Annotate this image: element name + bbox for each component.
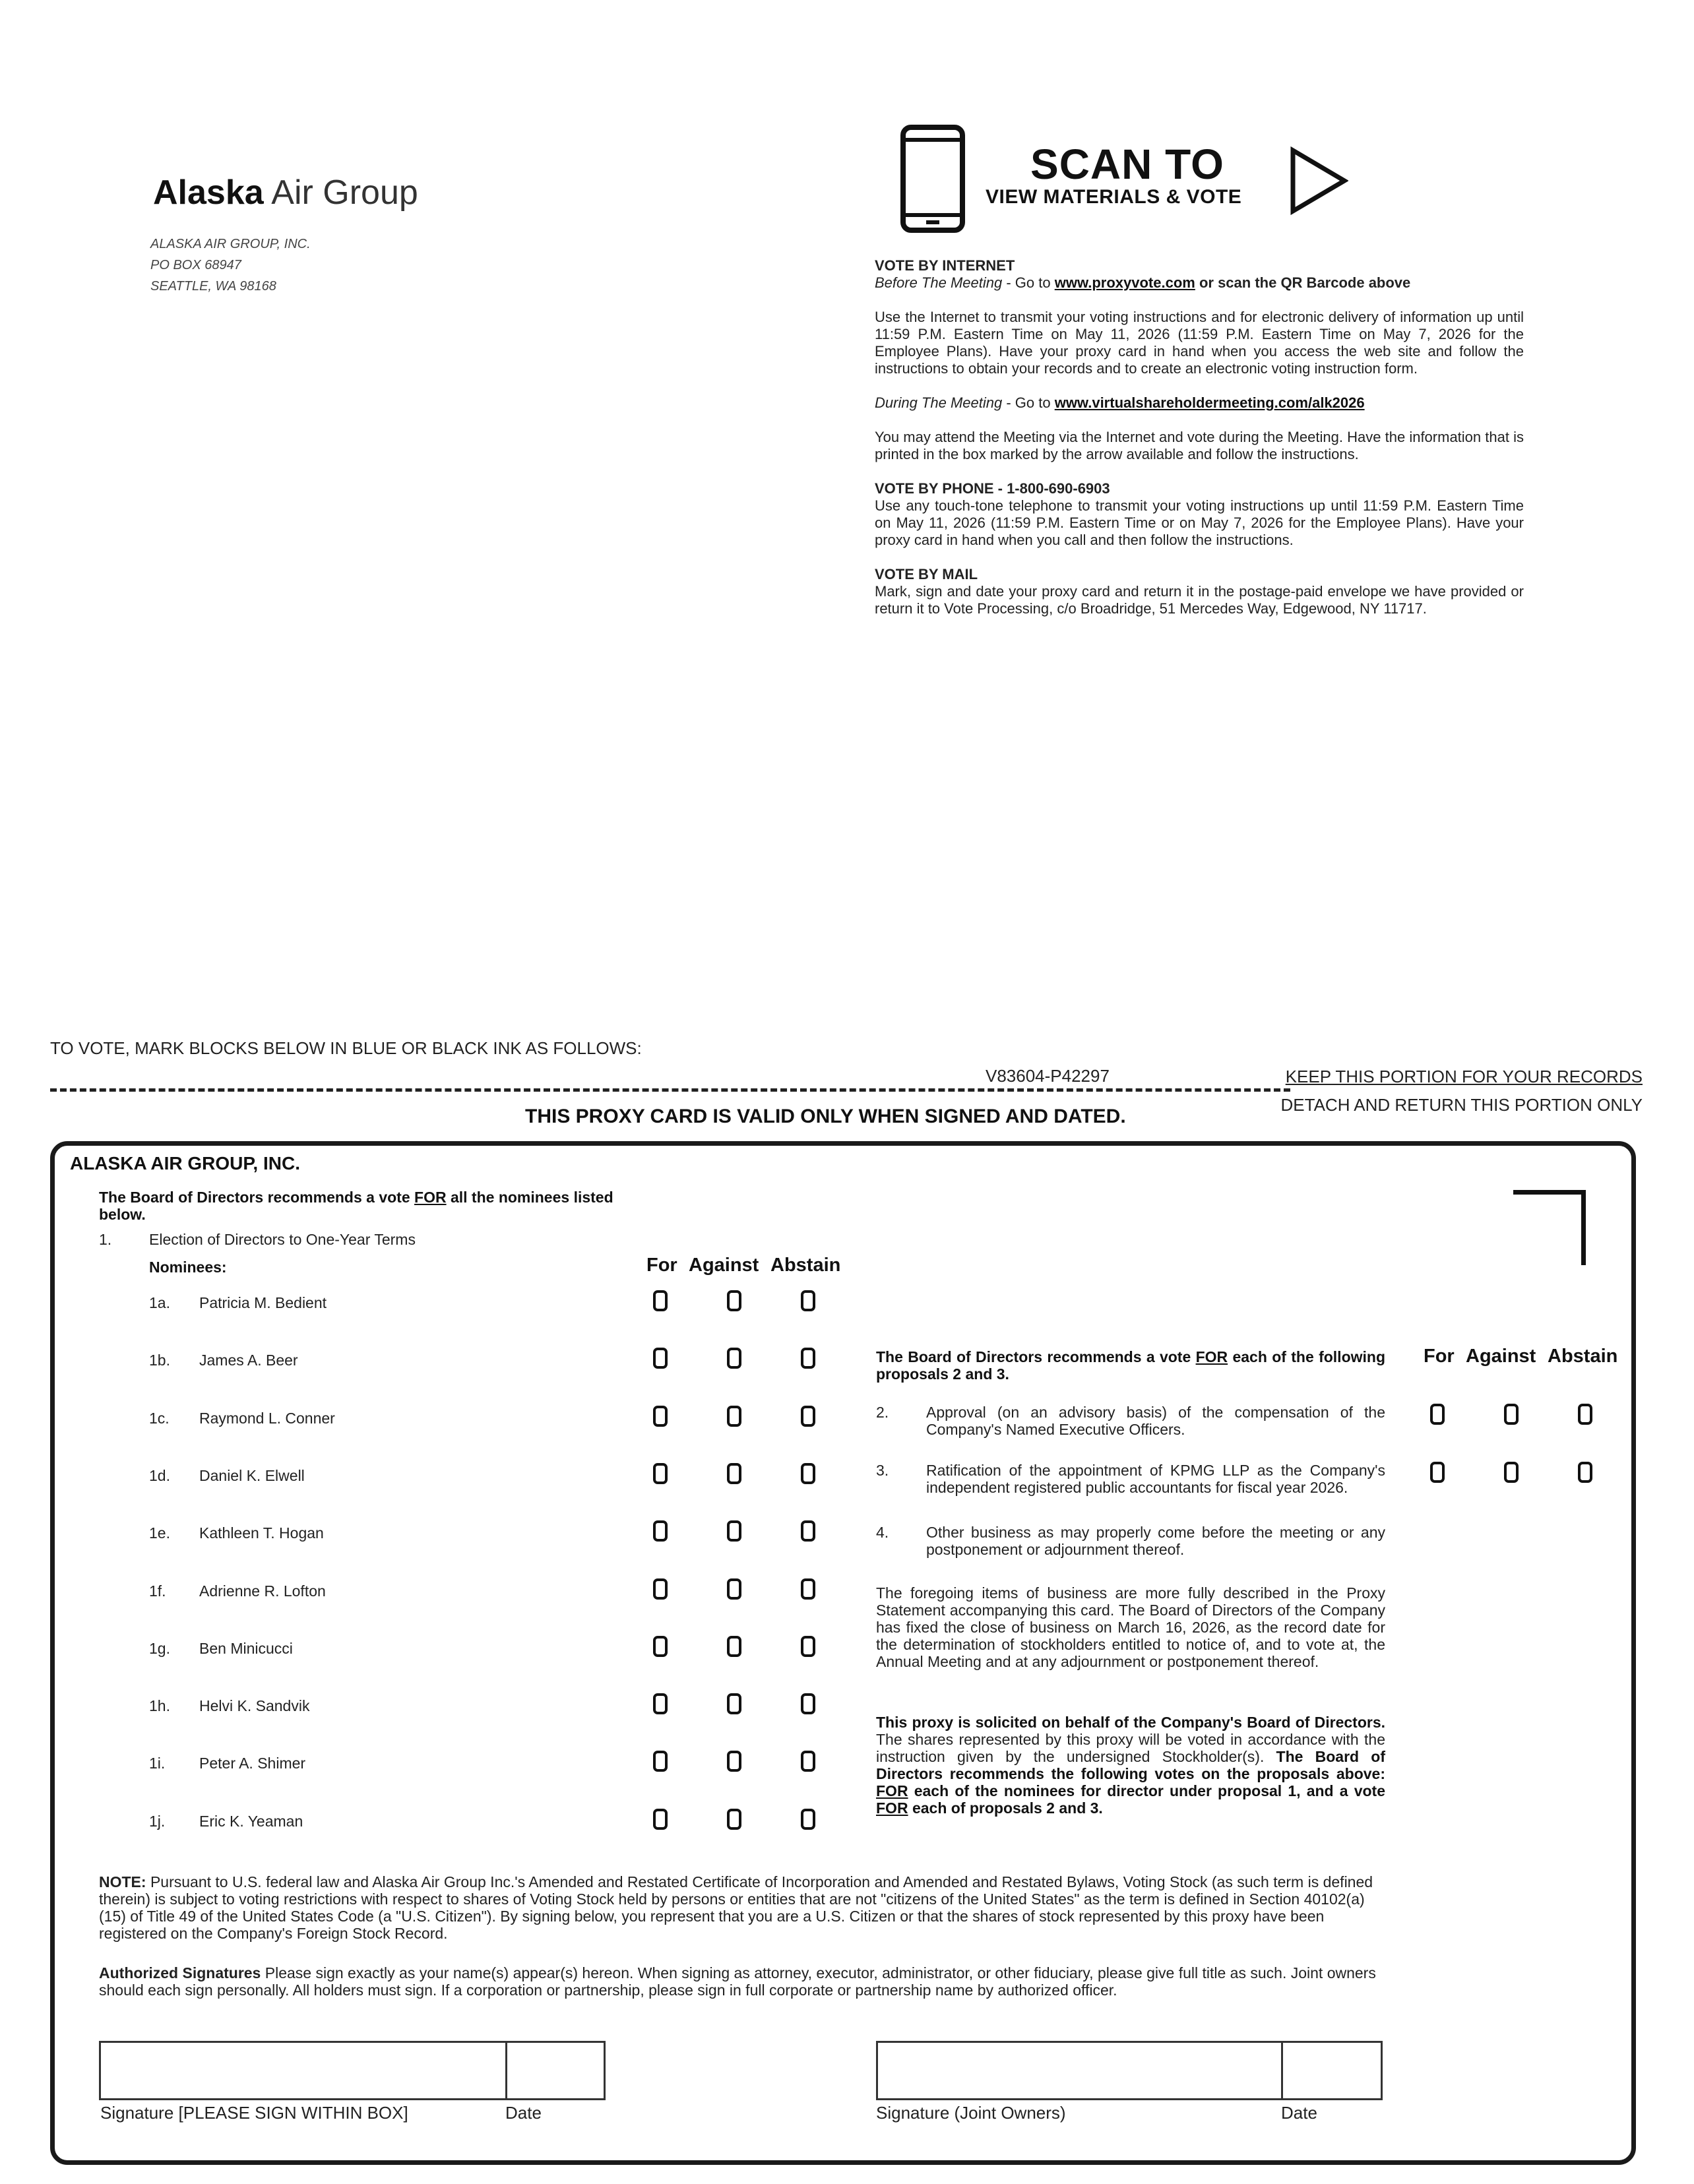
mark-instructions: TO VOTE, MARK BLOCKS BELOW IN BLUE OR BLACK INK AS FOLLOWS: [50,1038,642,1058]
corner-mark [1513,1190,1586,1265]
scan-title: SCAN TO [1030,140,1224,188]
nominee-row [0,1578,858,1605]
checkbox-abstain[interactable] [801,1463,815,1484]
nominee-code: 1d. [149,1467,170,1484]
proposal-number: 4. [876,1524,889,1541]
column-against: Against [689,1255,759,1276]
nominee-row [0,1463,858,1489]
checkbox-for[interactable] [653,1348,668,1369]
checkbox-for[interactable] [653,1290,668,1311]
nominee-name: Patricia M. Bedient [199,1294,327,1311]
nominee-name: Kathleen T. Hogan [199,1524,324,1542]
board-recommendation-2: The Board of Directors recommends a vote FOR each of the following proposals 2 and 3. [876,1348,1385,1383]
date-label: Date [505,2103,542,2123]
column-against-2: Against [1466,1346,1536,1367]
nominee-code: 1j. [149,1813,166,1830]
checkbox-against[interactable] [1504,1404,1519,1425]
joint-signature-date-divider [1281,2041,1283,2100]
signature-date-divider [505,2041,507,2100]
during-meeting-line: During The Meeting - Go to www.virtualshareholdermeeting.com/alk2026 [875,394,1365,411]
nominee-row [0,1406,858,1432]
checkbox-against[interactable] [727,1693,741,1714]
detach-dashed-line [50,1088,1290,1092]
card-company-name: ALASKA AIR GROUP, INC. [70,1153,300,1173]
proposal-number: 2. [876,1404,889,1421]
checkbox-against[interactable] [727,1520,741,1542]
nominee-code: 1g. [149,1640,170,1657]
nominee-name: Ben Minicucci [199,1640,293,1657]
checkbox-for[interactable] [653,1693,668,1714]
checkbox-for[interactable] [653,1809,668,1830]
checkbox-abstain[interactable] [801,1693,815,1714]
nominee-name: Daniel K. Elwell [199,1467,305,1484]
smartphone-icon [900,124,966,234]
proposal-text: Other business as may properly come before the meeting or any postponement or adjournment thereof. [926,1524,1385,1558]
checkbox-abstain[interactable] [801,1809,815,1830]
nominee-row [0,1693,858,1720]
control-code: V83604-P42297 [986,1066,1110,1086]
checkbox-for[interactable] [1430,1462,1445,1483]
checkbox-against[interactable] [727,1348,741,1369]
foregoing-text: The foregoing items of business are more fully described in the Proxy Statement accompanying this card. The Board of Directors of the Company has fixed the close of business on March 16, 2026, as the record date for the determination of stockholders entitled to notice of, and to vote at, the Annual Meeting and at any adjournment or postponement thereof. [876,1584,1385,1670]
checkbox-for[interactable] [653,1463,668,1484]
proposal-text: Approval (on an advisory basis) of the compensation of the Company's Named Executive Officers. [926,1404,1385,1438]
vote-mail-heading: VOTE BY MAIL [875,566,978,582]
note-text: NOTE: Pursuant to U.S. federal law and Alaska Air Group Inc.'s Amended and Restated Certificate of Incorporation and Amended and Restated Bylaws, Voting Stock (as such term is defined therein) is subject to voting restrictions with respect to shares of Voting Stock held by persons or entities that are not "citizens of the United States" as the term is defined in Section 40102(a)(15) of Title 49 of the United States Code (a "U.S. Citizen"). By signing below, you represent that you are a U.S. Citizen or that the shares of stock represented by this proxy have been registered on the Company's Foreign Stock Record. [99,1873,1373,1942]
checkbox-for[interactable] [653,1406,668,1427]
checkbox-abstain[interactable] [1578,1462,1592,1483]
checkbox-against[interactable] [727,1636,741,1657]
nominee-code: 1i. [149,1755,166,1772]
checkbox-against[interactable] [727,1578,741,1600]
nominee-code: 1h. [149,1697,170,1714]
checkbox-against[interactable] [727,1290,741,1311]
checkbox-for[interactable] [653,1520,668,1542]
nominee-row [0,1520,858,1547]
nominee-code: 1b. [149,1352,170,1369]
proposal-text: Ratification of the appointment of KPMG LLP as the Company's independent registered public accountants for fiscal year 2026. [926,1462,1385,1496]
vote-internet-section [875,257,1524,617]
nominee-name: Adrienne R. Lofton [199,1582,326,1600]
vote-mail-body: Mark, sign and date your proxy card and return it in the postage-paid envelope we have provided or return it to Vote Processing, c/o Broadridge, 51 Mercedes Way, Edgewood, NY 11717. [875,583,1524,617]
valid-notice: THIS PROXY CARD IS VALID ONLY WHEN SIGNED AND DATED. [525,1106,1126,1127]
play-arrow-icon [1289,146,1348,215]
nominees-heading: Nominees: [149,1259,227,1276]
proposal-1-text: Election of Directors to One-Year Terms [149,1231,416,1248]
nominee-name: Eric K. Yeaman [199,1813,303,1830]
solicitation-text: This proxy is solicited on behalf of the Company's Board of Directors. The shares represented by this proxy will be voted in accordance with the instruction given by the undersigned Stockholder(s). The Board of Directors recommends the following votes on the proposals above: FOR each of the nominees for director under proposal 1, and a vote FOR each of proposals 2 and 3. [876,1714,1385,1817]
during-meeting-body: You may attend the Meeting via the Internet and vote during the Meeting. Have the information that is printed in the box marked by the arrow available and follow the instructions. [875,429,1524,462]
keep-portion-label: KEEP THIS PORTION FOR YOUR RECORDS [1285,1067,1643,1086]
virtual-meeting-link[interactable]: www.virtualshareholdermeeting.com/alk2026 [1054,394,1365,411]
nominee-code: 1c. [149,1410,170,1427]
checkbox-abstain[interactable] [801,1290,815,1311]
checkbox-against[interactable] [727,1751,741,1772]
proxyvote-link[interactable]: www.proxyvote.com [1054,274,1195,291]
checkbox-against[interactable] [727,1463,741,1484]
vote-internet-body: Use the Internet to transmit your voting instructions and for electronic delivery of information up until 11:59 P.M. Eastern Time on May 11, 2026 (11:59 P.M. Eastern Time on May 7, 2026 for the Employee Plans). Have your proxy card in hand when you access the web site and follow the instructions to obtain your records and to create an electronic voting instruction form. [875,309,1524,377]
column-for: For [646,1255,677,1276]
checkbox-for[interactable] [653,1751,668,1772]
nominee-name: James A. Beer [199,1352,298,1369]
checkbox-abstain[interactable] [801,1751,815,1772]
checkbox-abstain[interactable] [801,1348,815,1369]
nominee-name: Raymond L. Conner [199,1410,335,1427]
vote-phone-heading: VOTE BY PHONE - 1-800-690-6903 [875,480,1110,497]
address-line: SEATTLE, WA 98168 [150,279,276,294]
nominee-row [0,1809,858,1835]
signature-box[interactable] [99,2041,606,2100]
checkbox-against[interactable] [1504,1462,1519,1483]
detach-return-label: DETACH AND RETURN THIS PORTION ONLY [1280,1095,1643,1115]
joint-signature-box[interactable] [876,2041,1383,2100]
nominee-row [0,1751,858,1777]
checkbox-for[interactable] [653,1578,668,1600]
checkbox-against[interactable] [727,1406,741,1427]
scan-subtitle: VIEW MATERIALS & VOTE [986,186,1242,208]
checkbox-abstain[interactable] [801,1578,815,1600]
nominee-row [0,1348,858,1374]
nominee-code: 1a. [149,1294,170,1311]
checkbox-for[interactable] [1430,1404,1445,1425]
proposal-number: 3. [876,1462,889,1479]
joint-date-label: Date [1281,2103,1317,2123]
checkbox-abstain[interactable] [1578,1404,1592,1425]
board-recommendation-1: The Board of Directors recommends a vote FOR all the nominees listed below. [99,1189,613,1223]
checkbox-abstain[interactable] [801,1406,815,1427]
authorized-signatures-text: Authorized Signatures Please sign exactly as your name(s) appear(s) hereon. When signing as attorney, executor, administrator, or other fiduciary, please give full title as such. Joint owners should each sign personally. All holders must sign. If a corporation or partnership, please sign in full corporate or partnership name by authorized officer. [99,1964,1376,1999]
nominee-name: Helvi K. Sandvik [199,1697,310,1714]
before-meeting-line: Before The Meeting - Go to www.proxyvote.com or scan the QR Barcode above [875,274,1411,291]
proposal-1-number: 1. [99,1231,112,1248]
vote-internet-heading: VOTE BY INTERNET [875,257,1015,274]
checkbox-abstain[interactable] [801,1520,815,1542]
address-line: ALASKA AIR GROUP, INC. [150,237,311,251]
signature-label: Signature [PLEASE SIGN WITHIN BOX] [100,2103,408,2123]
nominee-name: Peter A. Shimer [199,1755,306,1772]
nominee-code: 1f. [149,1582,166,1600]
checkbox-abstain[interactable] [801,1636,815,1657]
return-address [150,234,311,297]
nominee-code: 1e. [149,1524,170,1542]
column-abstain: Abstain [770,1255,841,1276]
column-for-2: For [1424,1346,1455,1367]
address-line: PO BOX 68947 [150,258,241,272]
column-abstain-2: Abstain [1548,1346,1618,1367]
joint-signature-label: Signature (Joint Owners) [876,2103,1066,2123]
checkbox-against[interactable] [727,1809,741,1830]
nominee-row [0,1290,858,1317]
company-logo: Alaska Air Group [153,173,418,212]
vote-phone-body: Use any touch-tone telephone to transmit your voting instructions up until 11:59 P.M. Eastern Time on May 11, 2026 (11:59 P.M. Eastern Time or on May 7, 2026 for the Employee Plans). Have your proxy card in hand when you call and then follow the instructions. [875,497,1524,548]
checkbox-for[interactable] [653,1636,668,1657]
nominee-row [0,1636,858,1662]
